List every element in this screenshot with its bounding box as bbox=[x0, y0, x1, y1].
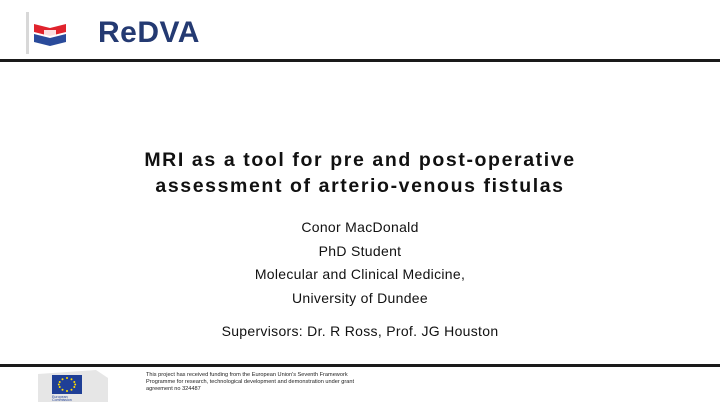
slide-header bbox=[0, 0, 720, 62]
eu-caption-line-2: Commission bbox=[52, 398, 72, 402]
supervisors-line: Supervisors: Dr. R Ross, Prof. JG Houston bbox=[221, 323, 499, 339]
funding-line-2: Programme for research, technological development and demonstration under grant bbox=[146, 379, 355, 386]
eu-caption-line-1: European bbox=[52, 395, 68, 399]
author-role: PhD Student bbox=[318, 242, 402, 259]
funding-notice bbox=[146, 372, 406, 394]
author-university: University of Dundee bbox=[292, 289, 428, 306]
author-department: Molecular and Clinical Medicine, bbox=[254, 266, 466, 282]
eu-logo bbox=[38, 370, 108, 402]
title-line-1: MRI as a tool for pre and post-operative bbox=[144, 149, 576, 171]
eu-flag-icon bbox=[38, 370, 108, 402]
footer-divider bbox=[0, 364, 720, 367]
header-divider bbox=[0, 59, 720, 62]
logo-wordmark: ReDVA bbox=[98, 16, 200, 49]
funding-line-3: agreement no 324487 bbox=[146, 386, 201, 393]
author-name: Conor MacDonald bbox=[301, 219, 419, 235]
redva-logo bbox=[26, 12, 200, 54]
title-line-2: assessment of arterio-venous fistulas bbox=[155, 175, 565, 197]
author-block bbox=[160, 216, 560, 310]
funding-line-1: This project has received funding from the European Union's Seventh Framework bbox=[146, 372, 348, 378]
redva-emblem-icon bbox=[26, 12, 72, 54]
slide-title bbox=[60, 147, 660, 199]
